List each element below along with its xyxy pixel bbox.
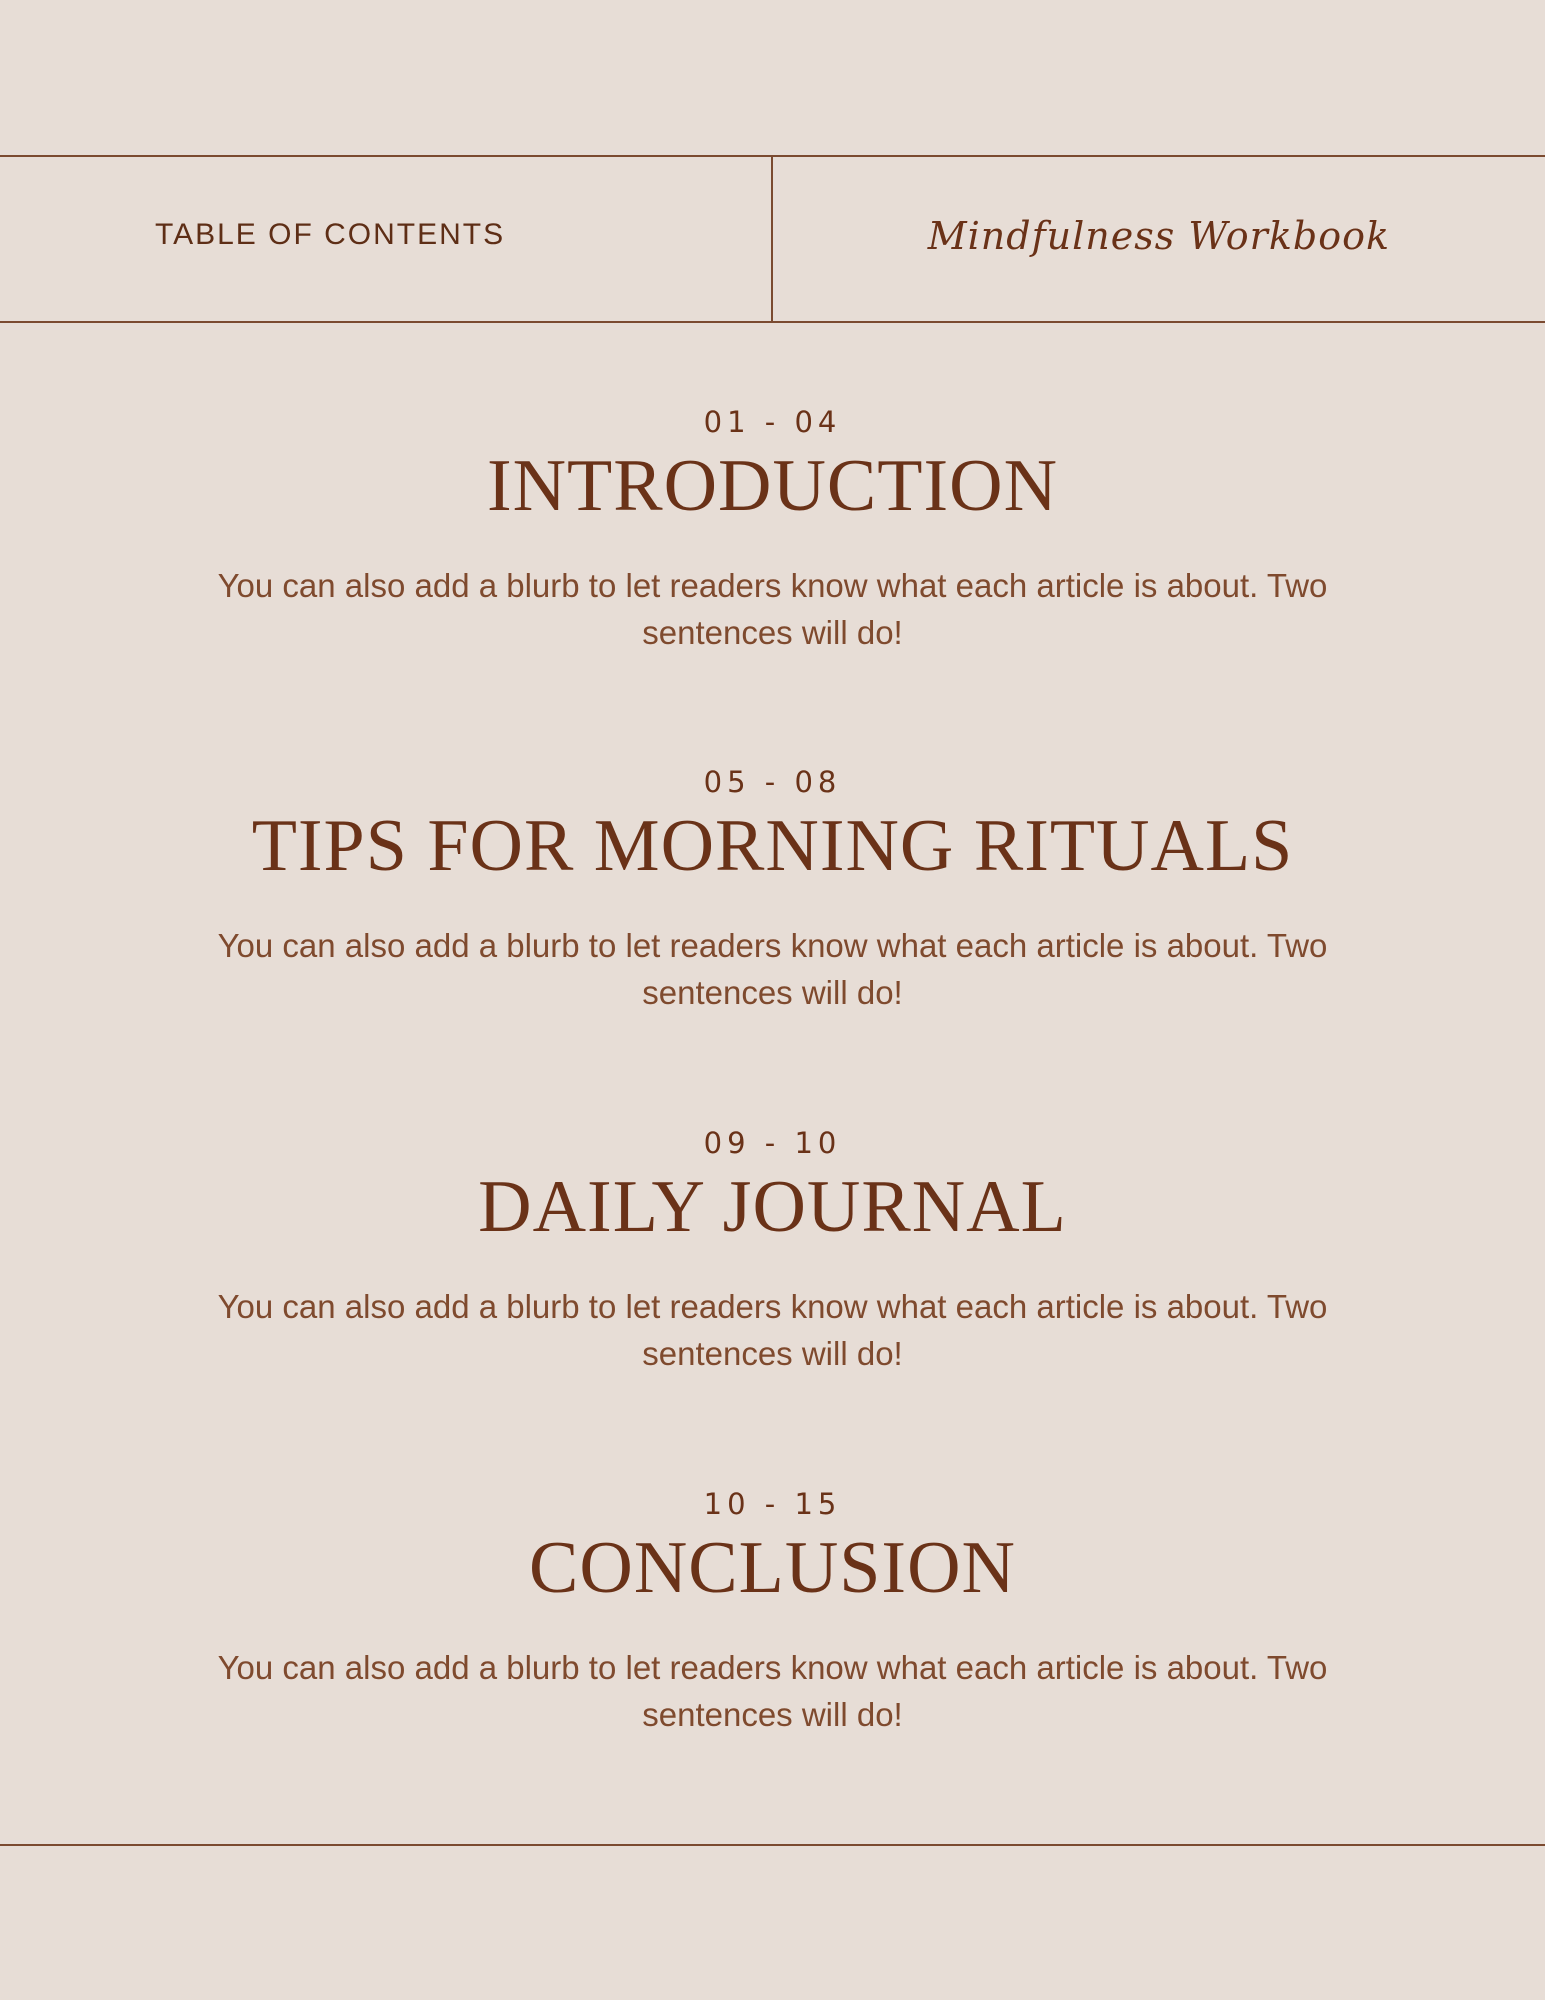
entry-title: CONCLUSION xyxy=(529,1527,1016,1609)
entry-page-range: 09 - 10 xyxy=(703,1126,842,1160)
header-right-cell xyxy=(773,156,1545,322)
toc-entry xyxy=(0,1123,1545,1377)
entry-blurb: You can also add a blurb to let readers know what each article is about. Two sentences will do! xyxy=(217,1649,1328,1733)
header-left-cell xyxy=(0,156,771,322)
toc-entry xyxy=(0,1484,1545,1738)
entry-blurb: You can also add a blurb to let readers know what each article is about. Two sentences will do! xyxy=(217,567,1328,651)
entry-page-range: 05 - 08 xyxy=(703,765,842,799)
toc-label: TABLE OF CONTENTS xyxy=(155,218,506,251)
entry-page-range: 10 - 15 xyxy=(703,1487,842,1521)
entry-title: INTRODUCTION xyxy=(486,445,1059,527)
entry-blurb: You can also add a blurb to let readers know what each article is about. Two sentences will do! xyxy=(217,927,1328,1011)
entry-title: TIPS FOR MORNING RITUALS xyxy=(251,805,1294,887)
footer-rule xyxy=(0,1844,1545,1846)
toc-entry xyxy=(0,402,1545,656)
toc-entry xyxy=(0,762,1545,1016)
entry-title: DAILY JOURNAL xyxy=(478,1166,1067,1248)
entry-blurb: You can also add a blurb to let readers know what each article is about. Two sentences will do! xyxy=(217,1288,1328,1372)
workbook-title: Mindfulness Workbook xyxy=(927,214,1390,258)
entry-page-range: 01 - 04 xyxy=(703,405,842,439)
